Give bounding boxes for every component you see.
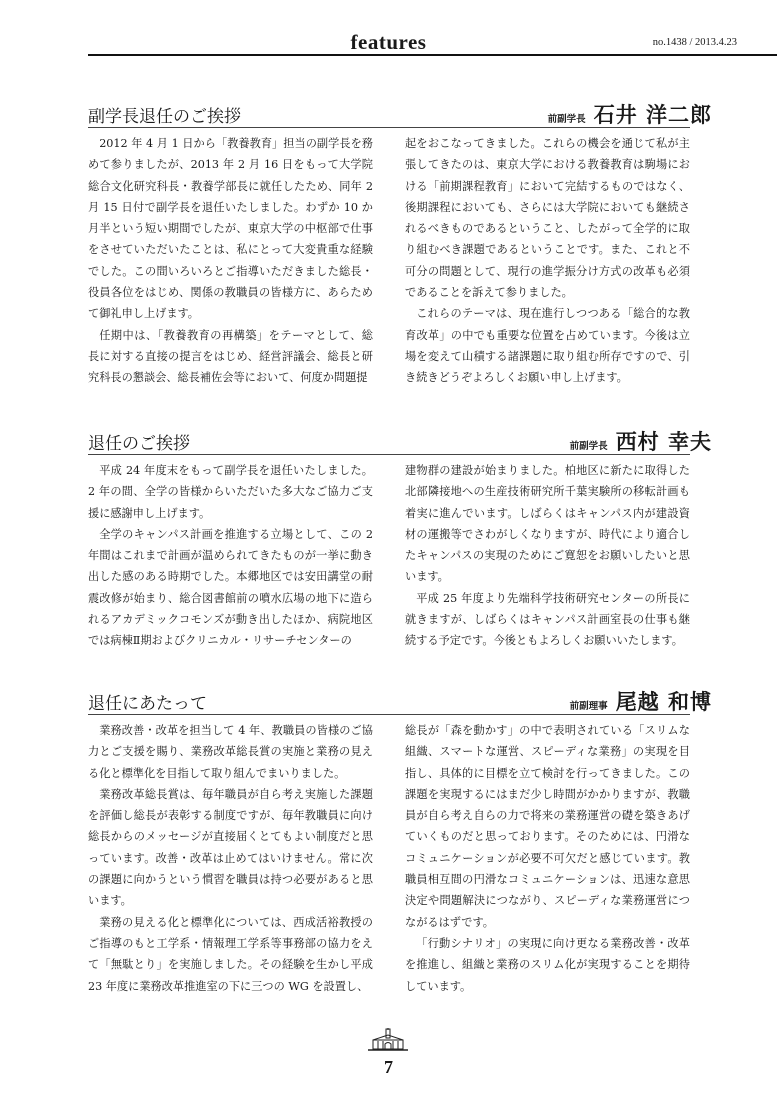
author-name: 石井 洋二郎	[593, 103, 712, 127]
paragraph: 業務の見える化と標準化については、西成活裕教授のご指導のもと工学系・情報理工学系等事務部の協力をえて「無駄とり」を実施しました。その経験を生かし平成 23 年度に業務改革推進室の下に三つの WG を設置し、	[88, 915, 373, 993]
header-divider	[88, 54, 777, 56]
page-number: 7	[384, 1057, 393, 1077]
section-rule	[88, 714, 690, 715]
author-byline	[570, 426, 712, 456]
article-heading: 退任のご挨拶	[88, 434, 190, 454]
article-column-left	[88, 720, 373, 1002]
yasuda-auditorium-icon	[367, 1028, 409, 1056]
paragraph: 総長が「森を動かす」の中で表明されている「スリムな組織、スマートな運営、スピーディな業務」の実現を目指し、具体的に目標を立て検討を行ってきました。この課題を実現するにはまだ少し時間がかかりますが、教職員が自ら考え自らの力で将来の業務運営の礎を築きあげていくものだと思っております。そのためには、円滑なコミュニケーションが必要不可欠だと感じています。教職員相互間の円滑なコミュニケーションは、迅速な意思決定や問題解決につながり、スピーディな業務運営につながるはずです。	[405, 724, 690, 929]
paragraph: 「行動シナリオ」の実現に向け更なる業務改善・改革を推進し、組織と業務のスリム化が実現することを期待しています。	[405, 936, 690, 993]
author-byline	[548, 99, 712, 129]
author-byline	[570, 686, 712, 716]
article-column-right	[405, 460, 690, 656]
paragraph: 起をおこなってきました。これらの機会を通じて私が主張してきたのは、東京大学における教養教育は駒場における「前期課程教育」において完結するものではなく、後期課程においても、さらには大学院においても継続されるべきものであるということ、したがって全学的に取り組むべき課題であるということです。また、これと不可分の問題として、現行の進学振分け方式の改革も必須であることを訴えて参りました。	[405, 137, 690, 300]
author-name: 西村 幸夫	[615, 430, 712, 454]
paragraph: 全学のキャンパス計画を推進する立場として、この 2 年間はこれまで計画が温められてきたものが一挙に動き出した感のある時期でした。本郷地区では安田講堂の耐震改修が始まり、総合図書館前の噴水広場の地下に造られるアカデミックコモンズが動き出したほか、病院地区では病棟Ⅱ期およびクリニカル・リサーチセンターの	[88, 527, 373, 648]
author-role: 前副学長	[569, 441, 608, 452]
article-column-right	[405, 133, 690, 393]
section-rule	[88, 127, 690, 128]
paragraph: 任期中は、「教養教育の再構築」をテーマとして、総長に対する直接の提言をはじめ、経営評議会、総長と研究科長の懇談会、総長補佐会等において、何度か問題提	[88, 328, 373, 385]
author-name: 尾越 和博	[615, 690, 712, 714]
article-heading: 副学長退任のご挨拶	[88, 107, 241, 127]
section-rule	[88, 454, 690, 455]
paragraph: 平成 24 年度末をもって副学長を退任いたしました。2 年の間、全学の皆様からいただいた多大なご協力ご支援に感謝申し上げます。	[88, 464, 373, 520]
article-column-left	[88, 133, 373, 393]
paragraph: 業務改善・改革を担当して 4 年、教職員の皆様のご協力とご支援を賜り、業務改革総長賞の実施と業務の見える化と標準化を目指して取り組んでまいりました。	[88, 724, 373, 780]
author-role: 前副理事	[569, 701, 608, 712]
article-column-left	[88, 460, 373, 656]
paragraph: 業務改革総長賞は、毎年職員が自ら考え実施した課題を評価し総長が表彰する制度ですが、毎年教職員に向け総長からのメッセージが直接届くとてもよい制度だと思っています。改善・改革は止めてはいけません。常に次の課題に向かうという慣習を職員は持つ必要があると思います。	[88, 787, 373, 908]
article-column-right	[405, 720, 690, 1002]
header-title: features	[350, 30, 427, 54]
paragraph: 2012 年 4 月 1 日から「教養教育」担当の副学長を務めて参りましたが、2013 年 2 月 16 日をもって大学院総合文化研究科長・教養学部長に就任したため、同年 2 月 15 日付で副学長を退任いたしました。わずか 10 か月半という短い期間でしたが、東京大学の中枢部で仕事をさせていただいたことは、私にとって大変貴重な経験でした。この間いろいろとご指導いただきました総長・役員各位をはじめ、関係の教職員の皆様方に、あらためて御礼申し上げます。	[88, 137, 373, 321]
paragraph: 建物群の建設が始まりました。柏地区に新たに取得した北部隣接地への生産技術研究所千葉実験所の移転計画も着実に進んでいます。しばらくはキャンパス内が建設資材の運搬等でさわがしくなりますが、時代により適合したキャンパスの実現のためにご寛恕をお願いしたいと思います。	[405, 464, 690, 584]
author-role: 前副学長	[547, 114, 586, 125]
paragraph: 平成 25 年度より先端科学技術研究センターの所長に就きますが、しばらくはキャンパス計画室長の仕事も継続する予定です。今後ともよろしくお願いいたします。	[405, 591, 690, 648]
paragraph: これらのテーマは、現在進行しつつある「総合的な教育改革」の中でも重要な位置を占めています。今後は立場を変えて山積する諸課題に取り組む所存ですので、引き続きどうぞよろしくお願い申し上げます。	[405, 307, 690, 385]
issue-info: no.1438 / 2013.4.23	[652, 37, 737, 48]
article-heading: 退任にあたって	[88, 694, 207, 714]
